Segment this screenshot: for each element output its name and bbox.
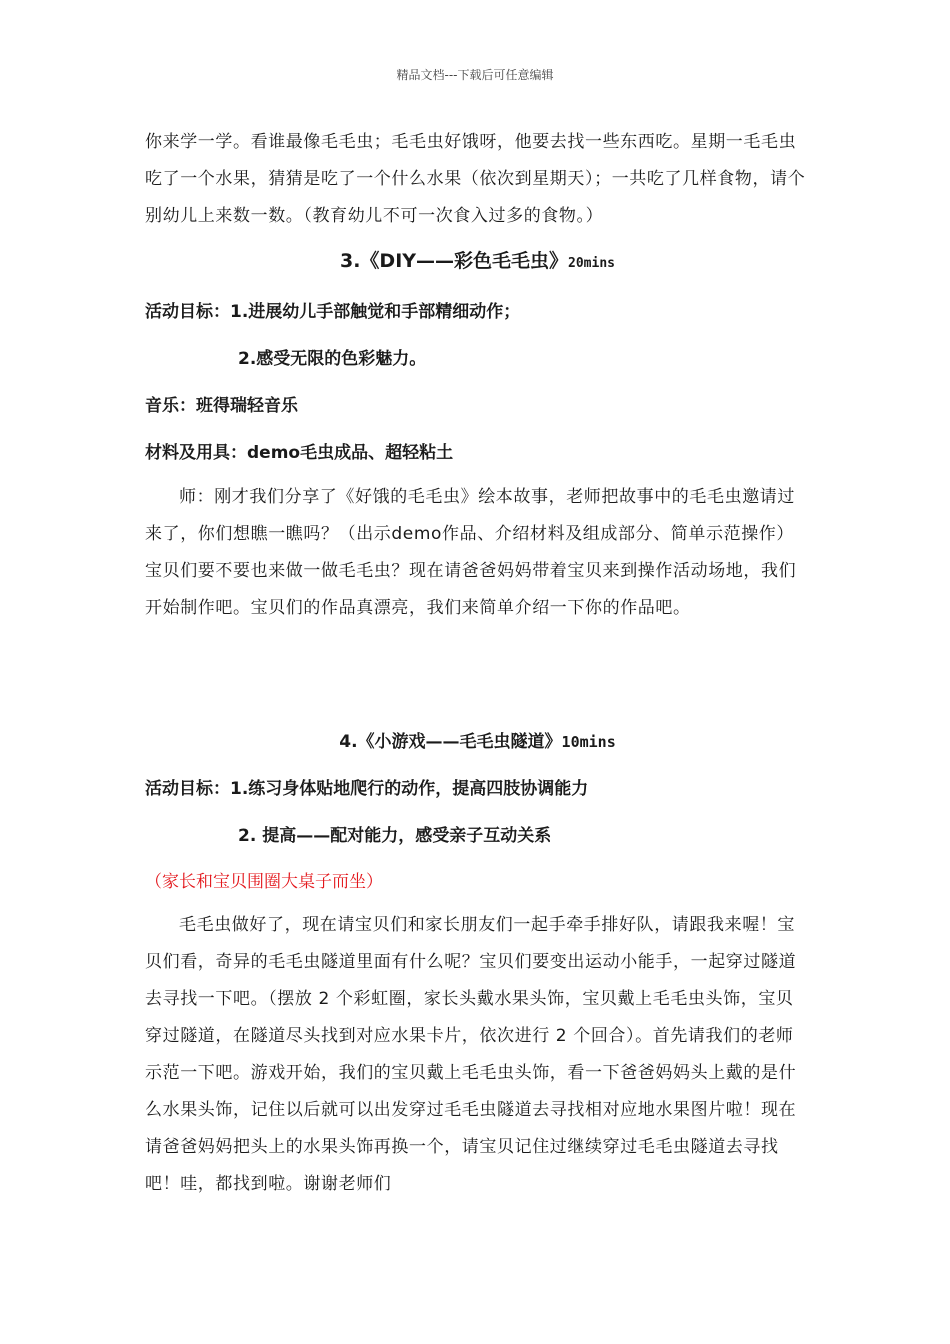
section4-title bbox=[145, 727, 810, 752]
section4-duration: 10mins bbox=[561, 733, 616, 751]
section3-duration: 20mins bbox=[568, 256, 615, 271]
section3-goal-line1: 活动目标：1.进展幼儿手部触觉和手部精细动作； bbox=[145, 302, 521, 322]
section3-title bbox=[145, 246, 810, 273]
intro-paragraph: 你来学一学。看谁最像毛毛虫；毛毛虫好饿呀，他要去找一些东西吃。星期一毛毛虫吃了一个水果，猜猜是吃了一个什么水果（依次到星期天）；一共吃了几样食物，请个别幼儿上来数一数。（教育幼儿不可一次食入过多的食物。） bbox=[145, 132, 806, 226]
section4-title-text: 4.《小游戏——毛毛虫隧道》 bbox=[339, 732, 562, 752]
section3-materials: 材料及用具：demo毛虫成品、超轻粘土 bbox=[145, 443, 454, 463]
section4-body: 毛毛虫做好了，现在请宝贝们和家长朋友们一起手牵手排好队，请跟我来喔！宝贝们看，奇异的毛毛虫隧道里面有什么呢？宝贝们要变出运动小能手，一起穿过隧道去寻找一下吧。（摆放 2 个彩虹圈，家长头戴水果头饰，宝贝戴上毛毛虫头饰，宝贝穿过隧道，在隧道尽头找到对应水果卡片，依次进行 2 个回合）。首先请我们的老师示范一下吧。游戏开始，我们的宝贝戴上毛毛虫头饰，看一下爸爸妈妈头上戴的是什么水果头饰，记住以后就可以出发穿过毛毛虫隧道去寻找相对应地水果图片啦！现在请爸爸妈妈把头上的水果头饰再换一个，请宝贝记住过继续穿过毛毛虫隧道去寻找吧！哇，都找到啦。谢谢老师们 bbox=[145, 915, 797, 1194]
section3-body-block bbox=[145, 479, 810, 627]
section4-body-block bbox=[145, 907, 810, 1203]
section3-title-text: 3.《DIY——彩色毛毛虫》 bbox=[339, 250, 569, 272]
section4-goal-line1: 活动目标：1.练习身体贴地爬行的动作，提高四肢协调能力 bbox=[145, 779, 589, 799]
section3-music: 音乐：班得瑞轻音乐 bbox=[145, 396, 298, 416]
page-header-watermark: 精品文档---下载后可任意编辑 bbox=[396, 68, 554, 82]
section4-note: （家长和宝贝围圈大桌子而坐） bbox=[145, 872, 383, 892]
intro-paragraph-block bbox=[145, 124, 810, 235]
section4-goal-line2: 2. 提高——配对能力，感受亲子互动关系 bbox=[238, 826, 552, 846]
section3-body: 师：刚才我们分享了《好饿的毛毛虫》绘本故事，老师把故事中的毛毛虫邀请过来了，你们想瞧一瞧吗？（出示demo作品、介绍材料及组成部分、简单示范操作）宝贝们要不要也来做一做毛毛虫？现在请爸爸妈妈带着宝贝来到操作活动场地，我们开始制作吧。宝贝们的作品真漂亮，我们来简单介绍一下你的作品吧。 bbox=[145, 487, 797, 618]
section3-goal-line2: 2.感受无限的色彩魅力。 bbox=[238, 349, 427, 369]
